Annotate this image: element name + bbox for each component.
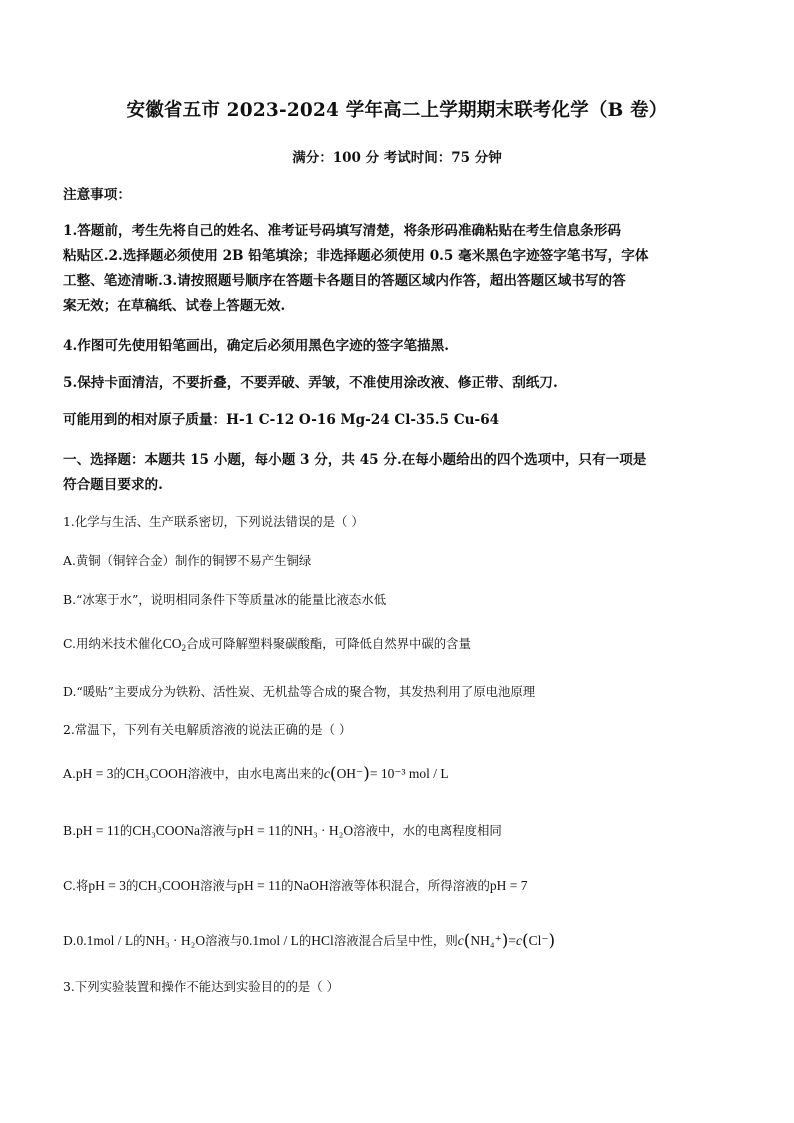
question-2-option-b: B.pH = 11的CH₃COONa溶液与pH = 11的NH₃ · H₂O溶液中，水的电离程度相同 xyxy=(63,823,502,838)
question-1-option-b: B.“冰寒于水”，说明相同条件下等质量冰的能量比液态水低 xyxy=(63,592,387,607)
note-4: 4.作图可先使用铅笔画出，确定后必须用黑色字迹的签字笔描黑. xyxy=(63,338,449,354)
section-heading-line-1: 一、选择题：本题共 15 小题，每小题 3 分，共 45 分.在每小题给出的四个选项中，只有一项是 xyxy=(63,452,647,468)
question-1-option-c xyxy=(63,634,743,658)
note-5: 5.保持卡面清洁，不要折叠，不要弄破、弄皱，不准使用涂改液、修正带、刮纸刀. xyxy=(63,375,558,391)
question-2-option-d: D.0.1mol / L的NH₃ · H₂O溶液与0.1mol / L的HCl溶液混合后呈中性，则c(NH₄⁺)=c(Cl⁻) xyxy=(63,931,556,951)
q1c-text-post: 合成可降解塑料聚碳酸酯，可降低自然界中碳的含量 xyxy=(185,636,471,651)
question-1-option-d: D.“暖贴”主要成分为铁粉、活性炭、无机盐等合成的聚合物，其发热利用了原电池原理 xyxy=(63,684,536,699)
question-3-stem: 3.下列实验装置和操作不能达到实验目的的是（ ） xyxy=(63,979,339,994)
question-1-stem: 1.化学与生活、生产联系密切，下列说法错误的是（ ） xyxy=(63,514,364,529)
q1c-text-pre: C.用纳米技术催化 xyxy=(63,636,163,651)
exam-info: 满分：100 分 考试时间：75 分钟 xyxy=(292,150,502,166)
atomic-masses: 可能用到的相对原子质量：H-1 C-12 O-16 Mg-24 Cl-35.5 Cu-64 xyxy=(63,412,500,428)
note-1-line-3: 工整、笔迹清晰.3.请按照题号顺序在答题卡各题目的答题区域内作答，超出答题区域书写的答 xyxy=(63,273,626,289)
page-title: 安徽省五市 2023-2024 学年高二上学期期末联考化学（B 卷） xyxy=(126,100,668,121)
section-heading-line-2: 符合题目要求的. xyxy=(63,477,163,493)
co2-formula: $CO_2$ xyxy=(162,636,186,653)
question-2-option-c: C.将pH = 3的CH₃COOH溶液与pH = 11的NaOH溶液等体积混合，所得溶液的pH = 7 xyxy=(63,878,528,893)
question-2-option-a: A.pH = 3的CH₃COOH溶液中，由水电离出来的c(OH⁻)= 10⁻³ mol / L xyxy=(63,764,449,784)
note-1-line-4: 案无效；在草稿纸、试卷上答题无效. xyxy=(63,298,286,314)
question-1-option-a: A.黄铜（铜锌合金）制作的铜锣不易产生铜绿 xyxy=(63,553,312,568)
note-1-line-1: 1.答题前，考生先将自己的姓名、准考证号码填写清楚，将条形码准确粘贴在考生信息条形码 xyxy=(63,223,621,239)
notes-heading: 注意事项： xyxy=(63,187,131,203)
note-1-line-2: 粘贴区.2.选择题必须使用 2B 铅笔填涂；非选择题必须使用 0.5 毫米黑色字迹签字笔书写，字体 xyxy=(63,248,649,264)
question-2-stem: 2.常温下，下列有关电解质溶液的说法正确的是（ ） xyxy=(63,722,352,737)
